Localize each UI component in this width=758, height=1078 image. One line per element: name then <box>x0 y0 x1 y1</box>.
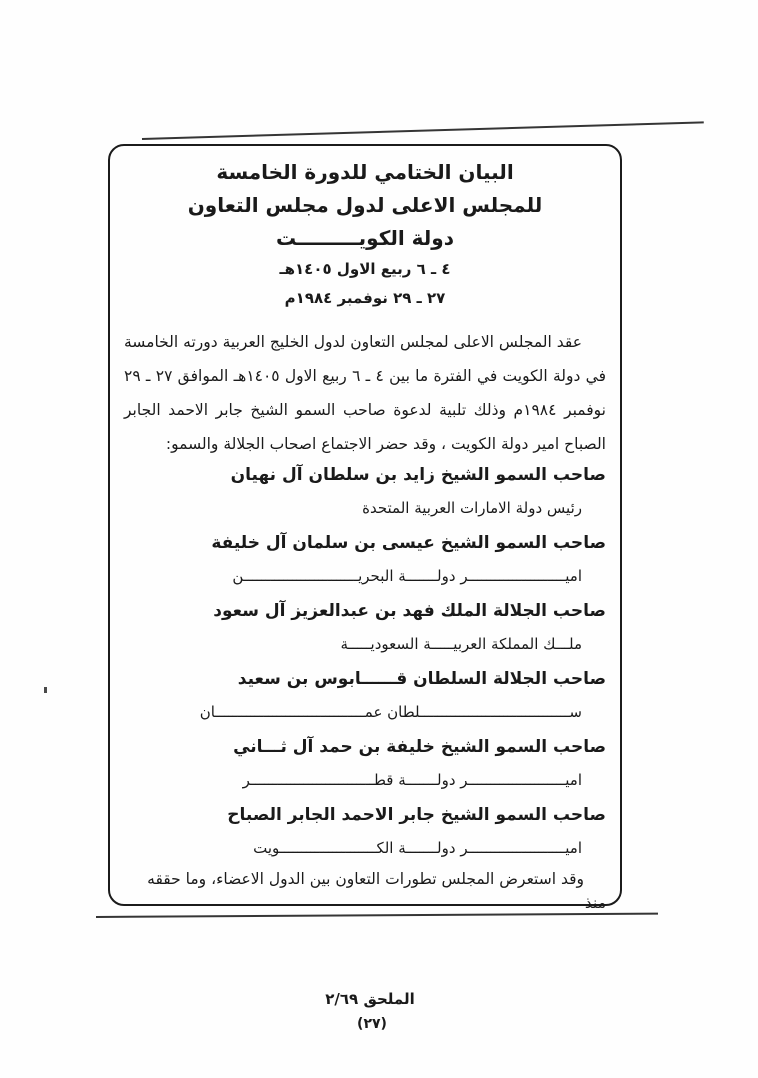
attendee-name: صاحب السمو الشيخ خليفة بن حمد آل ثـــاني <box>233 737 606 757</box>
attendee-title: اميــــــــــــــــــــــر دولـــــــة البحريــــــــــــــــــــــــــن <box>232 567 582 585</box>
attendee-title: اميــــــــــــــــــــــر دولـــــــة الكــــــــــــــــــــــويت <box>253 839 582 857</box>
document-heading <box>124 156 606 313</box>
attendee-entry <box>124 735 606 791</box>
intro-paragraph: عقد المجلس الاعلى لمجلس التعاون لدول الخليج العربية دورته الخامسة في دولة الكويت في الفترة ما بين ٤ ـ ٦ ربيع الاول ١٤٠٥هـ الموافق ٢٧ ـ ٢٩ نوفمبر ١٩٨٤م وذلك تلبية لدعوة صاحب السمو الشيخ جابر الاحمد الجابر الصباح امير دولة الكويت ، وقد حضر الاجتماع اصحاب الجلالة والسمو: <box>124 333 606 453</box>
attendee-entry <box>124 463 606 519</box>
closing-paragraph: وقد استعرض المجلس تطورات التعاون بين الدول الاعضاء، وما حققه منذ <box>147 870 606 912</box>
title-line-2: للمجلس الاعلى لدول مجلس التعاون <box>187 193 543 217</box>
document-border-frame <box>108 144 622 912</box>
attendee-title: اميــــــــــــــــــــــر دولـــــــة قطــــــــــــــــــــــــــــر <box>242 771 582 789</box>
page-number: (٢٧) <box>357 1016 387 1032</box>
attendee-title: ســــــــــــــــــــــــــــــــــلطان عمــــــــــــــــــــــــــــــــــان <box>199 703 582 721</box>
date-hijri: ٤ ـ ٦ ربيع الاول ١٤٠٥هـ <box>279 260 451 278</box>
attendee-entry <box>124 667 606 723</box>
scan-artifact-top-line <box>142 121 704 140</box>
date-gregorian: ٢٧ ـ ٢٩ نوفمبر ١٩٨٤م <box>284 289 446 307</box>
attendee-entry <box>124 531 606 587</box>
attendee-title: ملـــك المملكة العربيـــــة السعوديـــــة <box>340 635 582 653</box>
attendee-name: صاحب الجلالة السلطان قــــــابوس بن سعيد <box>237 669 606 689</box>
attendee-name: صاحب السمو الشيخ زايد بن سلطان آل نهيان <box>230 465 606 485</box>
attendee-name: صاحب السمو الشيخ عيسى بن سلمان آل خليفة <box>211 533 606 553</box>
attendee-name: صاحب الجلالة الملك فهد بن عبدالعزيز آل سعود <box>213 601 606 621</box>
attendee-name: صاحب السمو الشيخ جابر الاحمد الجابر الصباح <box>227 805 606 825</box>
scan-speck <box>44 687 47 693</box>
title-line-1: البيان الختامي للدورة الخامسة <box>216 160 514 184</box>
attendee-entry <box>124 803 606 859</box>
title-line-3-country: دولة الكويـــــــــت <box>275 226 455 250</box>
attendee-title: رئيس دولة الامارات العربية المتحدة <box>362 499 582 517</box>
attendee-entry <box>124 599 606 655</box>
annex-label: الملحق ٢/٦٩ <box>325 990 415 1008</box>
